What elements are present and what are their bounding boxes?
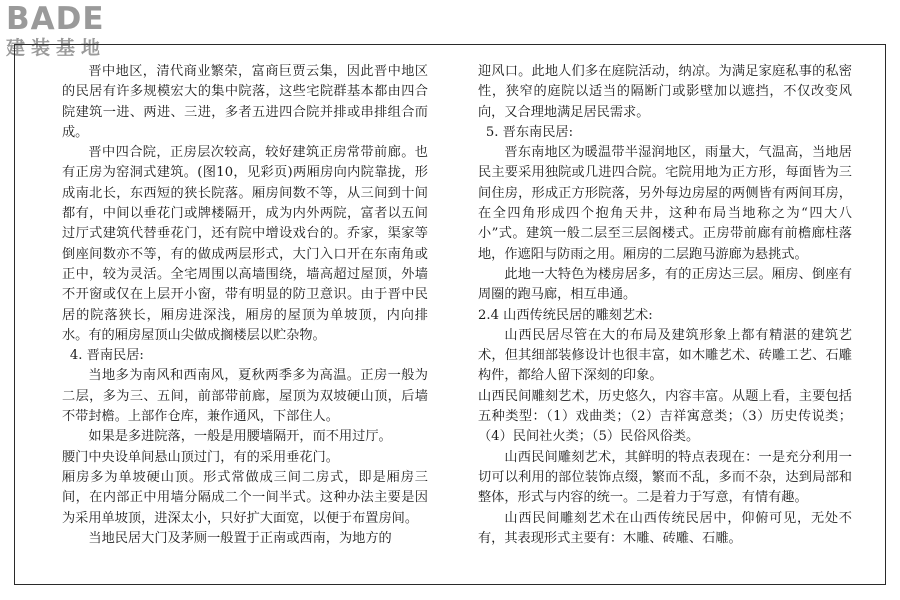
paragraph-jinnan-wing-rooms: 厢房多为单坡硬山顶。形式常做成三间二房式，即是厢房三间，在内部正中用墙分隔成二个一间半式。这种办法主要是因为采用单坡顶，进深太小，只好扩大面宽，以便于布置房间。 <box>62 469 428 526</box>
paragraph-jinzhong-intro: 晋中地区，清代商业繁荣，富商巨贾云集，因此晋中地区的民居有许多规模宏大的集中院落，这些宅院群基本都由四合院建筑一进、两进、三进，多者五进四合院并排或串排组合而成。 <box>62 64 428 140</box>
paragraph-jinnan-waist-gate: 腰门中央设单间悬山顶过门，有的采用垂花门。 <box>62 449 339 465</box>
heading-carving-art: 2.4 山西传统民居的雕刻艺术: <box>478 307 653 323</box>
heading-jinnan-dwellings: 4. 晋南民居: <box>69 348 144 364</box>
right-text-column <box>478 62 852 549</box>
paragraph-jinzhong-siheyuan: 晋中四合院，正房层次较高，较好建筑正房常带前廊。也有正房为窑洞式建筑。(图10，见彩页)两厢房向内院靠拢，形成南北长，东西短的狭长院落。厢房间数不等，从三间到十间都有，中间以垂花门或牌楼隔开，成为内外两院，富者以五间过厅式建筑代替垂花门，还有院中增设戏台的。乔家，渠家等倒座间数亦不等，有的做成两层形式，大门入口开在东南角或正中，较为灵活。全宅周围以高墙围绕，墙高超过屋顶，外墙不开窗或仅在上层开小窗，带有明显的防卫意识。由于晋中民居的院落狭长，厢房进深浅，厢房的屋顶为单坡顶，内向排水。有的厢房屋顶山尖做成搁楼层以贮杂物。 <box>62 145 428 343</box>
heading-jindongnan-dwellings: 5. 晋东南民居: <box>485 124 574 140</box>
paragraph-jindongnan-layout: 晋东南地区为暖温带半湿润地区，雨量大，气温高，当地居民主要采用独院或几进四合院。宅院用地为正方形，每面皆为三间住房，形成正方形院落，另外每边房屋的两侧皆有两间耳房，在全四角形成四个抱角天井，这种布局当地称之为“四大八小”式。建筑一般二层至三层阁楼式。正房带前廊有前檐廊柱落地，作遮阳与防雨之用。厢房的二层跑马游廊为悬挑式。 <box>478 145 852 262</box>
paragraph-carving-overview: 山西民居尽管在大的布局及建筑形象上都有精湛的建筑艺术，但其细部装修设计也很丰富，如木雕艺术、砖雕工艺、石雕构件，都给人留下深刻的印象。 <box>478 327 852 384</box>
brand-logo-subtitle: 建装基地 <box>6 37 107 59</box>
paragraph-jinnan-courtyards: 如果是多进院落，一般是用腰墙隔开，而不用过厅。 <box>88 429 392 445</box>
paragraph-carving-features: 山西民间雕刻艺术，其鲜明的特点表现在：一是充分利用一切可以利用的部位装饰点缀，繁而不乱，多而不杂，达到局部和整体，形式与内容的统一。二是着力于写意，有情有趣。 <box>478 449 852 506</box>
paragraph-jinnan-climate: 当地多为南风和西南风，夏秋两季多为高温。正房一般为二层，多为三、五间，前部带前廊，屋顶为双坡硬山顶，后墙不带封檐。上部作仓库，兼作通风，下部住人。 <box>62 368 428 425</box>
paragraph-carving-forms: 山西民间雕刻艺术在山西传统民居中，仰俯可见，无处不有，其表现形式主要有：木雕、砖雕、石雕。 <box>478 510 852 546</box>
paragraph-carving-types: 山西民间雕刻艺术，历史悠久，内容丰富。从题上看，主要包括五种类型：（1）戏曲类；（2）吉祥寓意类；（3）历史传说类；（4）民间社火类；（5）民俗风俗类。 <box>478 388 852 445</box>
paragraph-jindongnan-feature: 此地一大特色为楼房居多，有的正房达三层。厢房、倒座有周圈的跑马廊，相互串通。 <box>478 266 852 303</box>
paragraph-jinnan-windward: 迎风口。此地人们多在庭院活动，纳凉。为满足家庭私事的私密性，狭窄的庭院以适当的隔断门或影壁加以遮挡，不仅改变风向，又合理地满足居民需求。 <box>478 64 852 120</box>
paragraph-jinnan-gate-position: 当地民居大门及茅厕一般置于正南或西南，为地方的 <box>88 530 392 546</box>
brand-logo-text: BADE <box>6 1 105 37</box>
left-text-column <box>62 62 428 549</box>
